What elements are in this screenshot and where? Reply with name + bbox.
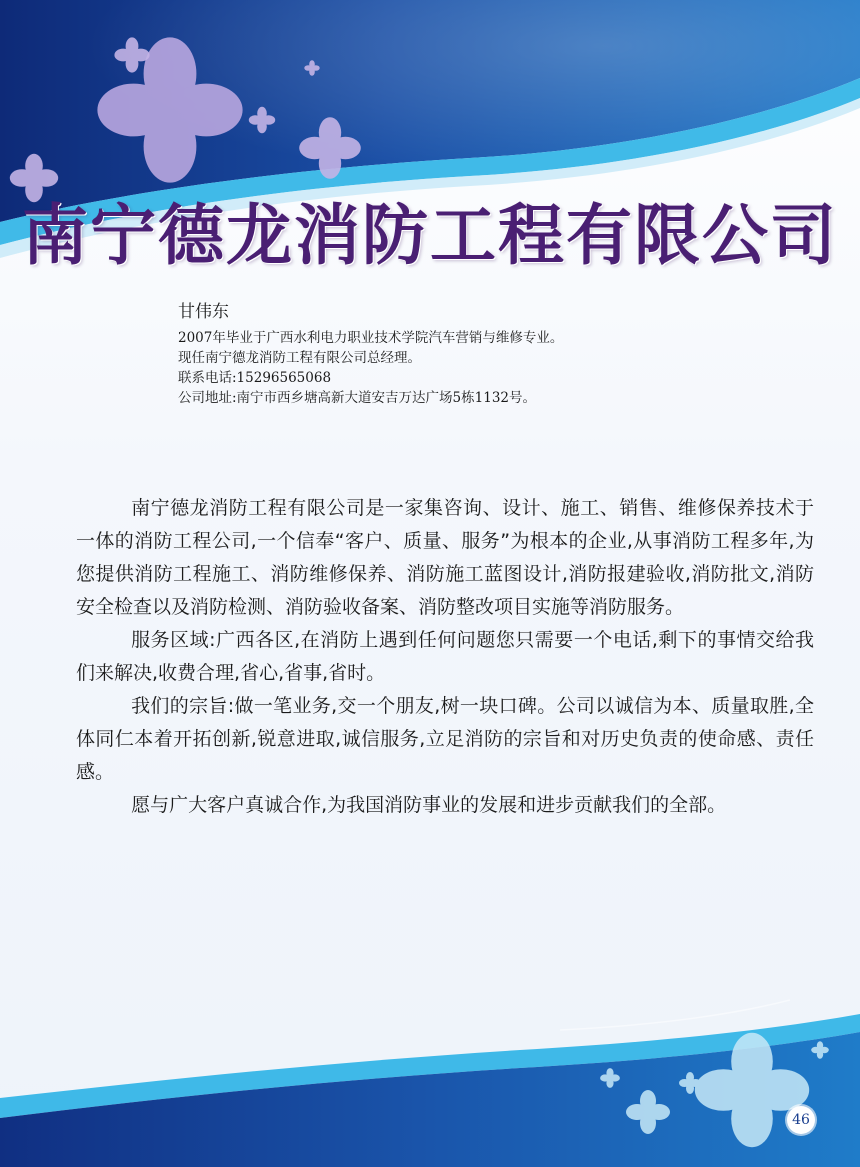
paragraph-mission: 我们的宗旨:做一笔业务,交一个朋友,树一块口碑。公司以诚信为本、质量取胜,全体同仁本着开拓创新,锐意进取,诚信服务,立足消防的宗旨和对历史负责的使命感、责任感。 bbox=[76, 695, 814, 783]
manager-name: 甘伟东 bbox=[178, 302, 229, 322]
page-number: 46 bbox=[787, 1106, 815, 1134]
profile-position: 现任南宁德龙消防工程有限公司总经理。 bbox=[178, 350, 421, 366]
manager-profile bbox=[178, 300, 778, 408]
paragraph-service-area: 服务区域:广西各区,在消防上遇到任何问题您只需要一个电话,剩下的事情交给我们来解决,收费合理,省心,省事,省时。 bbox=[76, 629, 814, 684]
paragraph-closing: 愿与广大客户真诚合作,为我国消防事业的发展和进步贡献我们的全部。 bbox=[131, 794, 727, 816]
profile-address: 公司地址:南宁市西乡塘高新大道安吉万达广场5栋1132号。 bbox=[178, 390, 536, 406]
company-description bbox=[76, 492, 814, 822]
paragraph-intro: 南宁德龙消防工程有限公司是一家集咨询、设计、施工、销售、维修保养技术于一体的消防工程公司,一个信奉“客户、质量、服务”为根本的企业,从事消防工程多年,为您提供消防工程施工、消防维修保养、消防施工蓝图设计,消防报建验收,消防批文,消防安全检查以及消防检测、消防验收备案、消防整改项目实施等消防服务。 bbox=[76, 497, 814, 618]
profile-phone: 联系电话:15296565068 bbox=[178, 370, 332, 386]
company-title: 南宁德龙消防工程有限公司 bbox=[22, 197, 838, 274]
profile-education: 2007年毕业于广西水利电力职业技术学院汽车营销与维修专业。 bbox=[178, 330, 564, 346]
